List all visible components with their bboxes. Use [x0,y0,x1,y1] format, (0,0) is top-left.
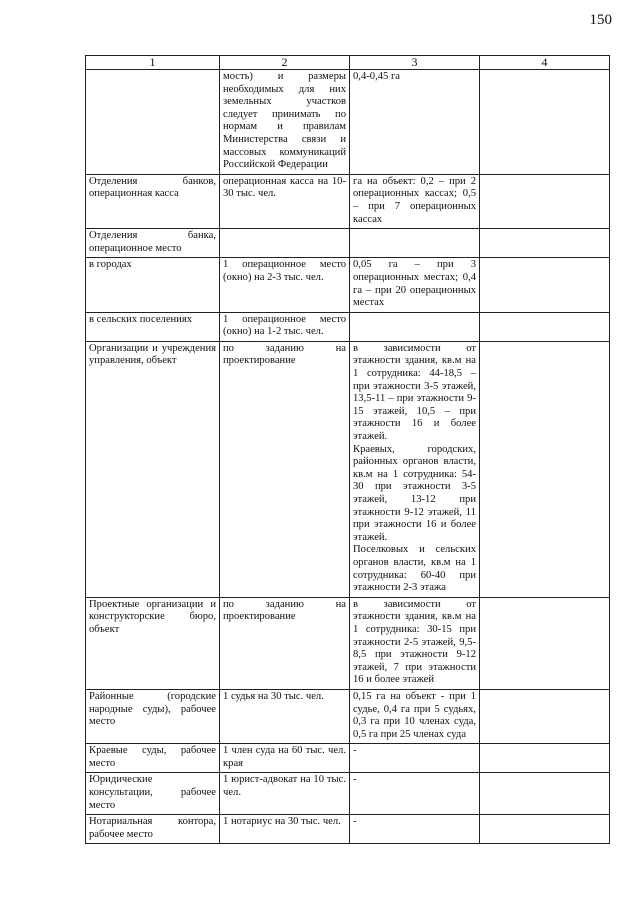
table-row [86,258,610,312]
cell-notes [480,229,610,258]
land-area-paragraph: 0,05 га – при 3 операционных местах; 0,4 га – при 20 операционных местах [353,259,476,309]
cell-notes [480,597,610,689]
table-row [86,689,610,743]
land-area-paragraph: - [353,816,357,828]
cell-capacity-norm: мость) и размеры необходимых для них земельных участков следует принимать по нормам и правилам Министерства связи и массовых коммуникаций Российской Федерации [220,70,350,175]
table-row [86,312,610,341]
cell-object-type: Отделения банков, операционная касса [86,174,220,228]
cell-notes [480,815,610,844]
table-row [86,597,610,689]
cell-land-area-norm [350,597,480,689]
cell-object-type: Проектные организации и конструкторские бюро, объект [86,597,220,689]
cell-notes [480,744,610,773]
cell-capacity-norm: 1 юрист-адвокат на 10 тыс. чел. [220,773,350,815]
column-header-1: 1 [86,56,220,70]
cell-land-area-norm [350,815,480,844]
cell-capacity-norm: 1 операционное место (окно) на 1-2 тыс. чел. [220,312,350,341]
cell-notes [480,312,610,341]
cell-land-area-norm [350,312,480,341]
cell-notes [480,70,610,175]
cell-object-type: Юридические консультации, рабочее место [86,773,220,815]
land-area-paragraph: га на объект: 0,2 – при 2 операционных кассах; 0,5 – при 7 операционных кассах [353,175,476,225]
cell-land-area-norm [350,744,480,773]
land-area-paragraph: 0,4-0,45 га [353,71,401,82]
land-area-paragraph: Краевых, городских, районных органов власти, кв.м на 1 сотрудника: 54-30 при этажности 3-5 этажей, 13-12 при этажности 9-12 этажей, 11 при этажности 16 и более этажей. [353,443,476,543]
norms-table [85,55,610,844]
cell-land-area-norm [350,773,480,815]
column-header-4: 4 [480,56,610,70]
cell-capacity-norm: операционная касса на 10-30 тыс. чел. [220,174,350,228]
cell-object-type: Нотариальная контора, рабочее место [86,815,220,844]
cell-notes [480,174,610,228]
cell-object-type [86,70,220,175]
cell-land-area-norm [350,70,480,175]
page-number: 150 [589,12,612,28]
cell-land-area-norm [350,689,480,743]
cell-capacity-norm: 1 член суда на 60 тыс. чел. края [220,744,350,773]
cell-object-type: Районные (городские народные суды), рабочее место [86,689,220,743]
table-row [86,229,610,258]
cell-notes [480,341,610,597]
cell-land-area-norm [350,341,480,597]
table-row [86,70,610,175]
column-header-2: 2 [220,56,350,70]
land-area-paragraph: в зависимости от этажности здания, кв.м на 1 сотрудника: 30-15 при этажности 2-5 этажей, 9,5-8,5 при этажности 9-12 этажей, 7 при этажности 16 и более этажей [353,598,476,686]
table-row [86,744,610,773]
cell-capacity-norm: 1 судья на 30 тыс. чел. [220,689,350,743]
table-header-row [86,56,610,70]
column-header-3: 3 [350,56,480,70]
cell-object-type: Организации и учреждения управления, объект [86,341,220,597]
cell-capacity-norm: по заданию на проектирование [220,341,350,597]
table-row [86,773,610,815]
cell-capacity-norm: по заданию на проектирование [220,597,350,689]
cell-land-area-norm [350,229,480,258]
cell-land-area-norm [350,258,480,312]
cell-capacity-norm: 1 нотариус на 30 тыс. чел. [220,815,350,844]
cell-object-type: Отделения банка, операционное место [86,229,220,258]
cell-capacity-norm [220,229,350,258]
cell-object-type: Краевые суды, рабочее место [86,744,220,773]
land-area-paragraph: в зависимости от этажности здания, кв.м на 1 сотрудника: 44-18,5 – при этажности 3-5 этажей, 13,5-11 – при этажности 9-15 этажей, 10,5 – при этажности 16 и более этажей. [353,342,476,443]
land-area-paragraph: 0,15 га на объект - при 1 судье, 0,4 га при 5 судьях, 0,3 га при 10 членах суда, 0,5 га при 25 членах суда [353,690,476,740]
cell-notes [480,773,610,815]
land-area-paragraph: - [353,745,357,757]
cell-land-area-norm [350,174,480,228]
cell-notes [480,258,610,312]
cell-capacity-norm: 1 операционное место (окно) на 2-3 тыс. чел. [220,258,350,312]
table-row [86,815,610,844]
land-area-paragraph: Поселковых и сельских органов власти, кв.м на 1 сотрудника: 60-40 при этажности 2-3 этажа [353,544,476,594]
table-row [86,341,610,597]
cell-object-type: в городах [86,258,220,312]
table-row [86,174,610,228]
cell-object-type: в сельских поселениях [86,312,220,341]
cell-notes [480,689,610,743]
land-area-paragraph: - [353,774,357,786]
